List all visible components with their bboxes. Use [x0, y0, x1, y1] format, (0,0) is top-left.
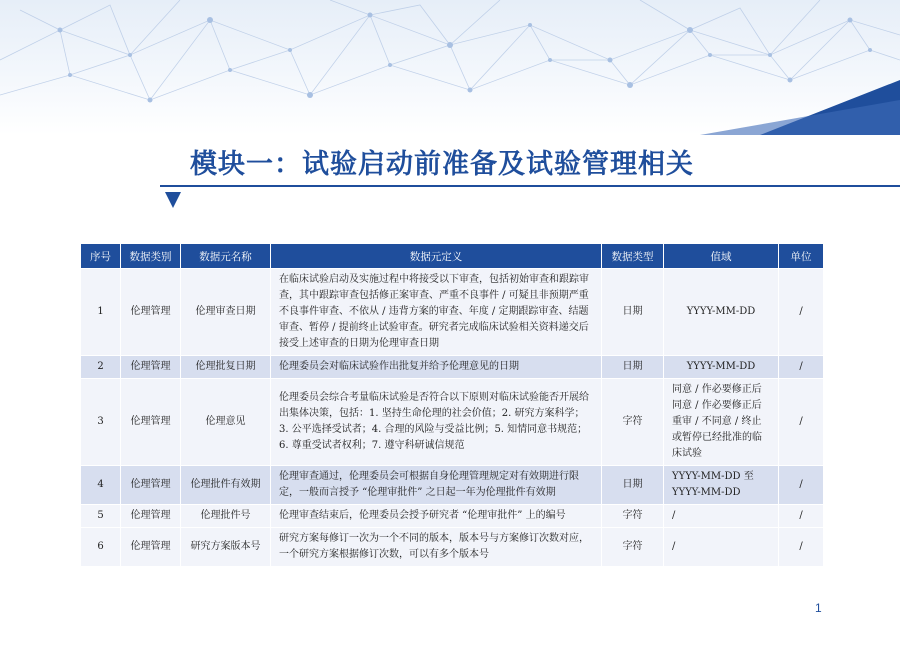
page-number: 1 — [815, 601, 822, 615]
table-row — [81, 528, 824, 567]
cell-dtype: 字符 — [602, 379, 664, 466]
cell-domain: / — [664, 505, 779, 528]
cell-name: 伦理审查日期 — [181, 269, 271, 356]
cell-seq: 4 — [81, 466, 121, 505]
cell-dtype: 日期 — [602, 269, 664, 356]
table-row — [81, 466, 824, 505]
cell-category: 伦理管理 — [121, 269, 181, 356]
page-title: 模块一：试验启动前准备及试验管理相关 — [190, 149, 694, 180]
cell-category: 伦理管理 — [121, 379, 181, 466]
cell-unit: / — [779, 528, 824, 567]
cell-category: 伦理管理 — [121, 505, 181, 528]
cell-name: 伦理批件有效期 — [181, 466, 271, 505]
header-unit: 单位 — [779, 244, 824, 269]
table-row — [81, 356, 824, 379]
cell-seq: 3 — [81, 379, 121, 466]
cell-dtype: 字符 — [602, 505, 664, 528]
cell-domain: YYYY-MM-DD 至 YYYY-MM-DD — [664, 466, 779, 505]
cell-definition: 伦理委员会对临床试验作出批复并给予伦理意见的日期 — [271, 356, 602, 379]
table-row — [81, 505, 824, 528]
cell-dtype: 日期 — [602, 466, 664, 505]
cell-unit: / — [779, 269, 824, 356]
cell-unit: / — [779, 505, 824, 528]
cell-seq: 6 — [81, 528, 121, 567]
cell-category: 伦理管理 — [121, 356, 181, 379]
cell-name: 伦理批件号 — [181, 505, 271, 528]
cell-definition: 研究方案每修订一次为一个不同的版本，版本号与方案修订次数对应，一个研究方案根据修订次数，可以有多个版本号 — [271, 528, 602, 567]
table-row — [81, 269, 824, 356]
header-dtype: 数据类型 — [602, 244, 664, 269]
network-nodes-graphic — [0, 0, 900, 135]
cell-domain: / — [664, 528, 779, 567]
data-element-table — [80, 243, 824, 567]
cell-unit: / — [779, 466, 824, 505]
cell-seq: 5 — [81, 505, 121, 528]
triangle-down-icon — [165, 192, 181, 208]
header-definition: 数据元定义 — [271, 244, 602, 269]
cell-definition: 伦理审查结束后，伦理委员会授予研究者 “伦理审批件” 上的编号 — [271, 505, 602, 528]
cell-category: 伦理管理 — [121, 528, 181, 567]
cell-seq: 2 — [81, 356, 121, 379]
header-seq: 序号 — [81, 244, 121, 269]
cell-definition: 在临床试验启动及实施过程中将接受以下审查，包括初始审查和跟踪审查，其中跟踪审查包括修正案审查、严重不良事件 / 可疑且非预期严重不良事件审查、不依从 / 违背方案的审查、年度 / 定期跟踪审查、结题审查、暂停 / 提前终止试验审查。研究者完成临床试验相关资料递交后接受上述审查的日期为伦理审查日期 — [271, 269, 602, 356]
cell-dtype: 日期 — [602, 356, 664, 379]
cell-definition: 伦理审查通过，伦理委员会可根据自身伦理管理规定对有效期进行限定，一般而言授予 “伦理审批件” 之日起一年为伦理批件有效期 — [271, 466, 602, 505]
cell-name: 研究方案版本号 — [181, 528, 271, 567]
table-row — [81, 379, 824, 466]
cell-category: 伦理管理 — [121, 466, 181, 505]
cell-definition: 伦理委员会综合考量临床试验是否符合以下原则对临床试验能否开展给出集体决策，包括：1. 坚持生命伦理的社会价值；2. 研究方案科学；3. 公平选择受试者；4. 合理的风险与受益比例；5. 知情同意书规范；6. 尊重受试者权利；7. 遵守科研诚信规范 — [271, 379, 602, 466]
header-banner — [0, 0, 900, 135]
cell-domain: 同意 / 作必要修正后同意 / 作必要修正后重审 / 不同意 / 终止或暂停已经批准的临床试验 — [664, 379, 779, 466]
cell-domain: YYYY-MM-DD — [664, 269, 779, 356]
cell-unit: / — [779, 379, 824, 466]
cell-seq: 1 — [81, 269, 121, 356]
header-name: 数据元名称 — [181, 244, 271, 269]
cell-name: 伦理批复日期 — [181, 356, 271, 379]
cell-domain: YYYY-MM-DD — [664, 356, 779, 379]
cell-dtype: 字符 — [602, 528, 664, 567]
cell-name: 伦理意见 — [181, 379, 271, 466]
cell-unit: / — [779, 356, 824, 379]
title-underline — [160, 185, 900, 187]
table-header-row — [81, 244, 824, 269]
header-category: 数据类别 — [121, 244, 181, 269]
header-domain: 值域 — [664, 244, 779, 269]
